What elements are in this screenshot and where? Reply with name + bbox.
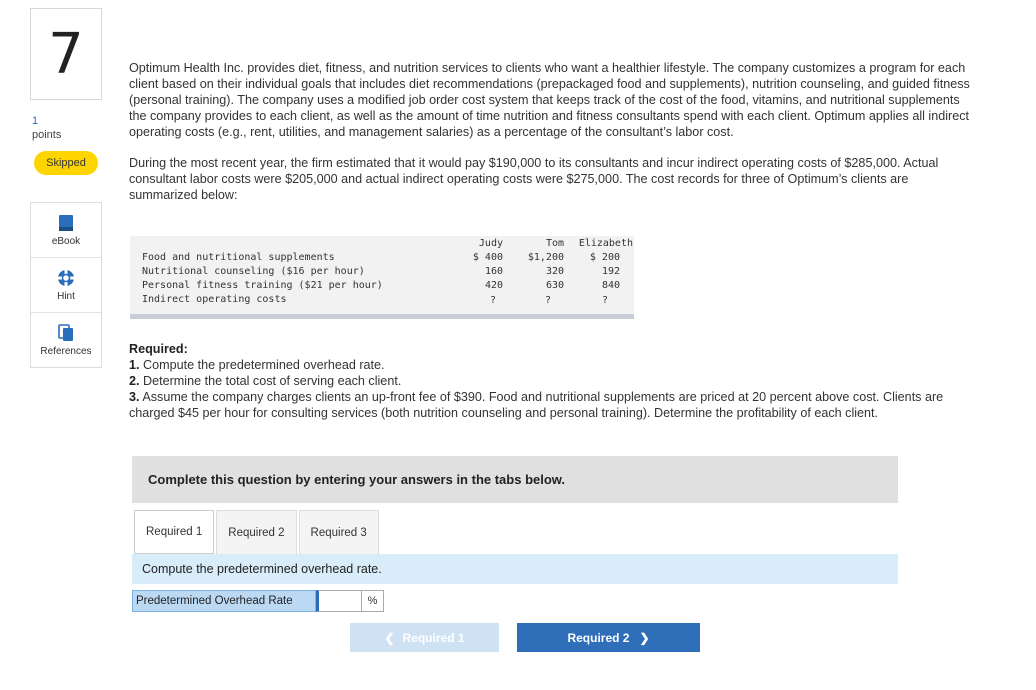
question-number: 7 bbox=[30, 8, 102, 100]
problem-paragraph-1: Optimum Health Inc. provides diet, fitness, and nutrition services to clients who want a healthier lifestyle. The company customizes a program for each client based on their individual goals that includes diet recommendations (prepackaged food and supplements), nutrition counseling, and guided fitness (personal training). The company uses a modified job order cost system that keeps track of the cost of the food, vitamins, and nutritional supplements the company provides to each client, as well as the amount of time nutrition and fitness consultants spend with each client. Optimum applies all indirect operating costs (e.g., rent, utilities, and management salaries) as a percentage of the consultant’s labor cost. bbox=[129, 61, 970, 139]
book-icon bbox=[58, 214, 74, 232]
prev-required-button[interactable] bbox=[350, 623, 499, 652]
table-cell: $ 200 bbox=[589, 252, 620, 263]
answer-label: Predetermined Overhead Rate bbox=[132, 590, 316, 612]
references-icon bbox=[58, 324, 74, 342]
required-item: 3. Assume the company charges clients an up-front fee of $390. Food and nutritional supplements are priced at 20 percent above cost. Clients are charged $45 per hour for consulting services (both nutrition counseling and personal training). Determine the profitability of each client. bbox=[129, 390, 944, 420]
tab-prompt: Compute the predetermined overhead rate. bbox=[132, 554, 898, 584]
table-row-label: Personal fitness training ($21 per hour) bbox=[142, 280, 383, 291]
tab-required-1[interactable]: Required 1 bbox=[134, 510, 214, 554]
required-item: 1. Compute the predetermined overhead rate. bbox=[129, 358, 385, 372]
instructions-banner: Complete this question by entering your answers in the tabs below. bbox=[132, 456, 898, 503]
problem-text bbox=[129, 60, 979, 218]
tools-panel bbox=[30, 202, 102, 368]
answer-tabs bbox=[134, 510, 381, 554]
cost-records-table bbox=[130, 236, 634, 319]
problem-paragraph-2: During the most recent year, the firm estimated that it would pay $190,000 to its consultants and incur indirect operating costs of $285,000. Actual consultant labor costs were $205,000 and actual indirect operating costs were $275,000. The cost records for three of Optimum’s clients are summarized below: bbox=[129, 156, 939, 202]
table-header-tom: Tom bbox=[545, 238, 564, 249]
table-row-label: Indirect operating costs bbox=[142, 294, 287, 305]
ebook-button[interactable] bbox=[31, 203, 101, 258]
table-row-label: Nutritional counseling ($16 per hour) bbox=[142, 266, 365, 277]
references-button[interactable] bbox=[31, 313, 101, 368]
references-label: References bbox=[40, 346, 92, 357]
overhead-rate-input[interactable] bbox=[316, 590, 362, 612]
table-cell: $1,200 bbox=[527, 252, 564, 263]
hint-label: Hint bbox=[57, 290, 75, 302]
table-cell: 192 bbox=[601, 266, 620, 277]
ebook-label: eBook bbox=[51, 235, 81, 247]
required-heading: Required: bbox=[129, 342, 188, 356]
answer-row bbox=[132, 590, 384, 612]
required-section bbox=[129, 341, 979, 421]
table-cell: 630 bbox=[545, 280, 564, 291]
table-cell: ? bbox=[544, 295, 551, 306]
next-required-button[interactable] bbox=[517, 623, 700, 652]
required-item: 2. Determine the total cost of serving each client. bbox=[129, 374, 402, 388]
lifebuoy-icon bbox=[57, 269, 75, 287]
points-value: 1 bbox=[32, 115, 39, 127]
table-header-elizabeth: Elizabeth bbox=[578, 238, 633, 249]
table-cell: 420 bbox=[484, 280, 503, 291]
hint-button[interactable] bbox=[31, 258, 101, 313]
chevron-right-icon: ❯ bbox=[639, 630, 650, 645]
table-row-label: Food and nutritional supplements bbox=[142, 252, 335, 263]
table-cell: 320 bbox=[545, 266, 564, 277]
table-cell: ? bbox=[489, 295, 496, 306]
table-cell: ? bbox=[601, 295, 608, 306]
chevron-left-icon: ❮ bbox=[384, 630, 395, 645]
table-cell: $ 400 bbox=[472, 252, 503, 263]
tab-required-3[interactable]: Required 3 bbox=[299, 510, 379, 554]
table-cell: 840 bbox=[601, 280, 620, 291]
prev-button-label: Required 1 bbox=[402, 630, 465, 645]
percent-unit: % bbox=[362, 590, 384, 612]
table-divider bbox=[130, 314, 634, 319]
table-cell: 160 bbox=[484, 266, 503, 277]
tab-required-2[interactable]: Required 2 bbox=[216, 510, 296, 554]
table-header-judy: Judy bbox=[478, 238, 503, 249]
next-button-label: Required 2 bbox=[567, 630, 630, 645]
points-label: points bbox=[32, 129, 62, 141]
status-badge: Skipped bbox=[34, 151, 98, 175]
